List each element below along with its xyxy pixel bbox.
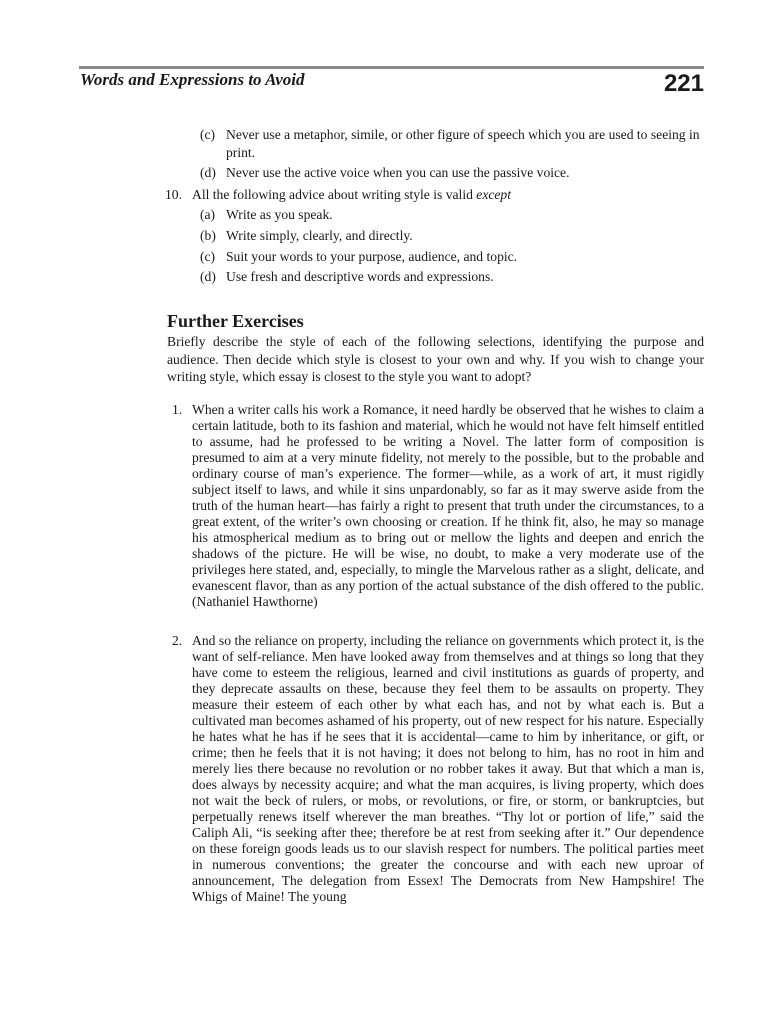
question-stem xyxy=(192,186,705,204)
question-10-option-d xyxy=(200,268,704,286)
option-text: Write as you speak. xyxy=(226,207,333,222)
option-c-continued xyxy=(200,126,704,162)
option-text: Use fresh and descriptive words and expressions. xyxy=(226,269,494,284)
exercise-item-2 xyxy=(172,633,704,905)
question-number: 10. xyxy=(165,187,182,202)
exercise-number: 1. xyxy=(172,402,183,417)
option-label: (a) xyxy=(200,207,216,222)
question-10-option-b xyxy=(200,227,704,245)
question-stem-emphasis: except xyxy=(476,187,512,202)
exercise-instructions: Briefly describe the style of each of the following selections, identifying the purpose and audience. Then decide which style is closest to your own and why. If you wish to change your writing style, which essay is closest to the style you want to adopt? xyxy=(167,334,704,384)
exercise-item-1 xyxy=(172,402,704,610)
option-label: (b) xyxy=(200,228,216,243)
option-text: Write simply, clearly, and directly. xyxy=(226,228,413,243)
exercise-text: And so the reliance on property, including the reliance on governments which protect it, is the want of self-reliance. Men have looked away from themselves and at things so long that they have come to esteem the religious, learned and civil institutions as guards of property, and they deprecate assaults on these, because they feel them to be assaults on property. They measure their esteem of each other by what each has, and not by what each is. But a cultivated man becomes ashamed of his property, out of new respect for his nature. Especially he hates what he has if he sees that it is accidental—came to him by inheritance, or gift, or crime; then he feels that it is not having; it does not belong to him, has no root in him and merely lies there because no revolution or no robber takes it away. But that which a man is, does always by necessity acquire; and what the man acquires, is living property, which does not wait the beck of rulers, or mobs, or revolutions, or fire, or storm, or bankruptcies, but perpetually renews itself wherever the man breathes. “Thy lot or portion of life,” said the Caliph Ali, “is seeking after thee; therefore be at rest from seeking after it.” Our dependence on these foreign goods leads us to our slavish respect for numbers. The political parties meet in numerous conventions; the greater the concourse and with each new uproar of announcement, The delegation from Essex! The Democrats from New Hampshire! The Whigs of Maine! The young xyxy=(192,633,704,904)
question-10 xyxy=(165,186,705,204)
option-label: (d) xyxy=(200,269,216,284)
running-head: Words and Expressions to Avoid xyxy=(80,70,305,89)
option-text: Never use the active voice when you can use the passive voice. xyxy=(226,165,570,180)
question-10-option-c xyxy=(200,248,704,266)
option-d-continued xyxy=(200,164,704,182)
exercise-text: When a writer calls his work a Romance, it need hardly be observed that he wishes to claim a certain latitude, both to its fashion and material, which he would not have felt himself entitled to assume, had he professed to be writing a Novel. The latter form of composition is presumed to aim at a very minute fidelity, not merely to the possible, but to the probable and ordinary course of man’s experience. The former—while, as a work of art, it must rigidly subject itself to laws, and while it sins unpardonably, so far as it may swerve aside from the truth of the human heart—has fairly a right to present that truth under the circumstances, to a great extent, of the writer’s own choosing or creation. If he think fit, also, he may so manage his atmospherical medium as to bring out or mellow the lights and deepen and enrich the shadows of the picture. He will be wise, no doubt, to make a very moderate use of the privileges here stated, and, especially, to mingle the Marvelous rather as a slight, delicate, and evanescent flavor, than as any portion of the actual substance of the dish offered to the public. (Nathaniel Hawthorne) xyxy=(192,402,704,609)
exercise-number: 2. xyxy=(172,633,183,648)
question-stem-text: All the following advice about writing style is valid xyxy=(192,187,477,202)
section-title: Further Exercises xyxy=(167,311,304,331)
option-label: (d) xyxy=(200,165,216,180)
option-text: Suit your words to your purpose, audience, and topic. xyxy=(226,249,518,264)
option-label: (c) xyxy=(200,249,216,264)
question-10-option-a xyxy=(200,206,704,224)
page-number: 221 xyxy=(663,70,704,97)
header-rule xyxy=(79,66,704,69)
option-text: Never use a metaphor, simile, or other figure of speech which you are used to seeing in print. xyxy=(226,127,700,160)
option-label: (c) xyxy=(200,127,216,142)
